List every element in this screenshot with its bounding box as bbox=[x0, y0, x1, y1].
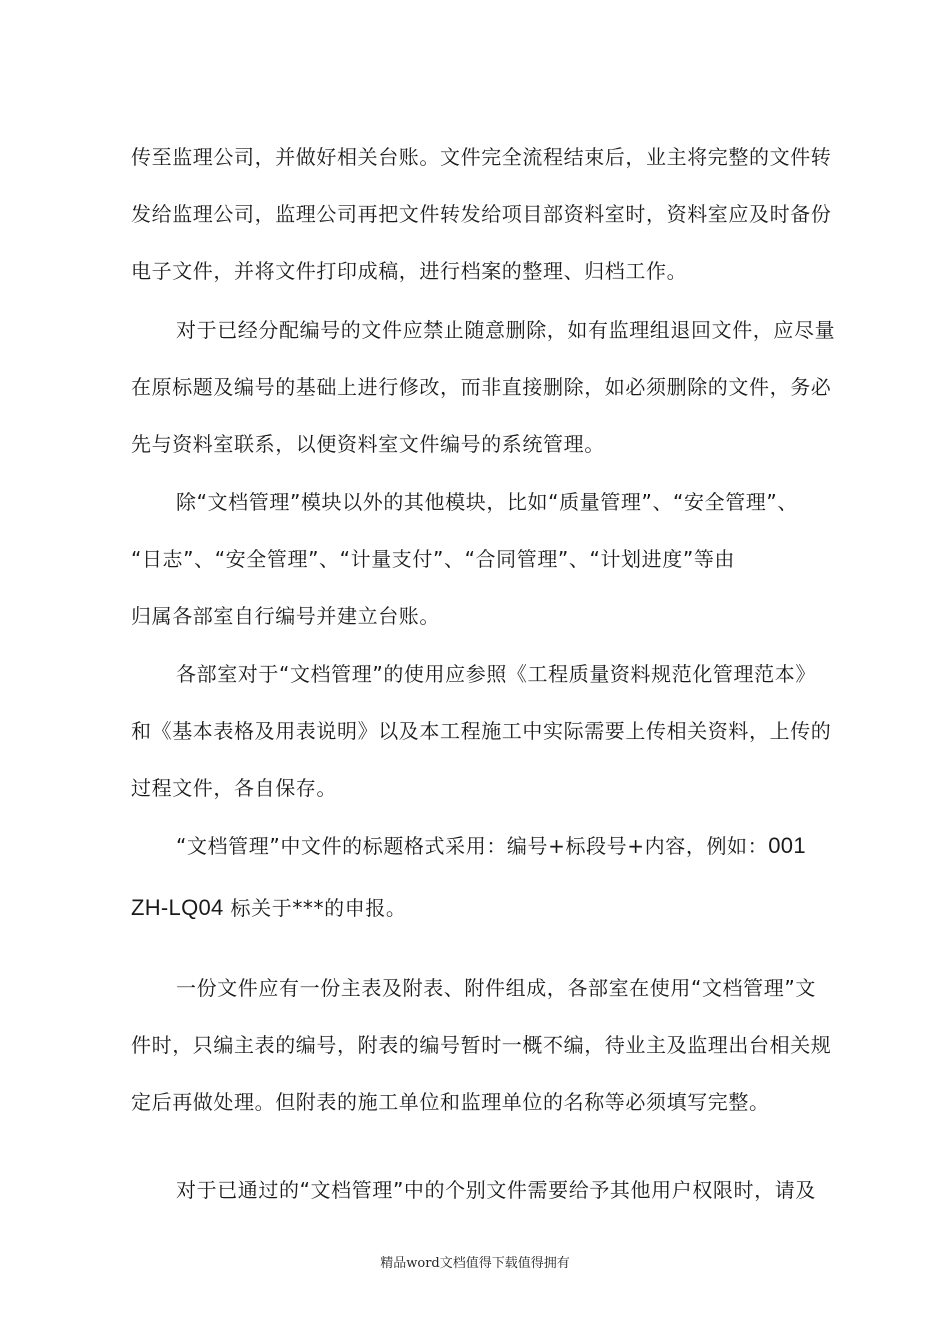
text-line: 发给监理公司，监理公司再把文件转发给项目部资料室时，资料室应及时备份 bbox=[131, 202, 832, 226]
text-segment: 标关于***的申报。 bbox=[223, 896, 407, 920]
text-line: 电子文件，并将文件打印成稿，进行档案的整理、归档工作。 bbox=[131, 259, 688, 283]
text-line bbox=[176, 832, 806, 860]
text-line: 一份文件应有一份主表及附表、附件组成，各部室在使用“文档管理”文 bbox=[176, 976, 816, 1000]
page-footer: 精品word文档值得下载值得拥有 bbox=[380, 1256, 570, 1271]
text-segment: 001 bbox=[768, 833, 806, 858]
text-line: 过程文件，各自保存。 bbox=[131, 776, 337, 800]
text-line: 先与资料室联系，以便资料室文件编号的系统管理。 bbox=[131, 432, 605, 456]
text-line bbox=[131, 894, 407, 922]
text-line: 件时，只编主表的编号，附表的编号暂时一概不编，待业主及监理出台相关规 bbox=[131, 1033, 832, 1057]
text-line: 传至监理公司，并做好相关台账。文件完全流程结束后，业主将完整的文件转 bbox=[131, 145, 832, 169]
text-line: 归属各部室自行编号并建立台账。 bbox=[131, 604, 440, 628]
text-line: 除“文档管理”模块以外的其他模块，比如“质量管理”、“安全管理”、 bbox=[176, 490, 798, 514]
text-segment: ZH-LQ04 bbox=[131, 895, 224, 920]
text-line: 各部室对于“文档管理”的使用应参照《工程质量资料规范化管理范本》 bbox=[176, 662, 816, 686]
text-line: “日志”、“安全管理”、“计量支付”、“合同管理”、“计划进度”等由 bbox=[131, 547, 736, 571]
text-line: 和《基本表格及用表说明》以及本工程施工中实际需要上传相关资料，上传的 bbox=[131, 719, 832, 743]
text-line: 对于已经分配编号的文件应禁止随意删除，如有监理组退回文件，应尽量 bbox=[176, 318, 836, 342]
text-segment: “文档管理”中文件的标题格式采用：编号+标段号+内容，例如： bbox=[176, 834, 769, 858]
text-line: 对于已通过的“文档管理”中的个别文件需要给予其他用户权限时，请及 bbox=[176, 1178, 816, 1202]
text-line: 定后再做处理。但附表的施工单位和监理单位的名称等必须填写完整。 bbox=[131, 1090, 770, 1114]
text-line: 在原标题及编号的基础上进行修改，而非直接删除，如必须删除的文件，务必 bbox=[131, 375, 832, 399]
